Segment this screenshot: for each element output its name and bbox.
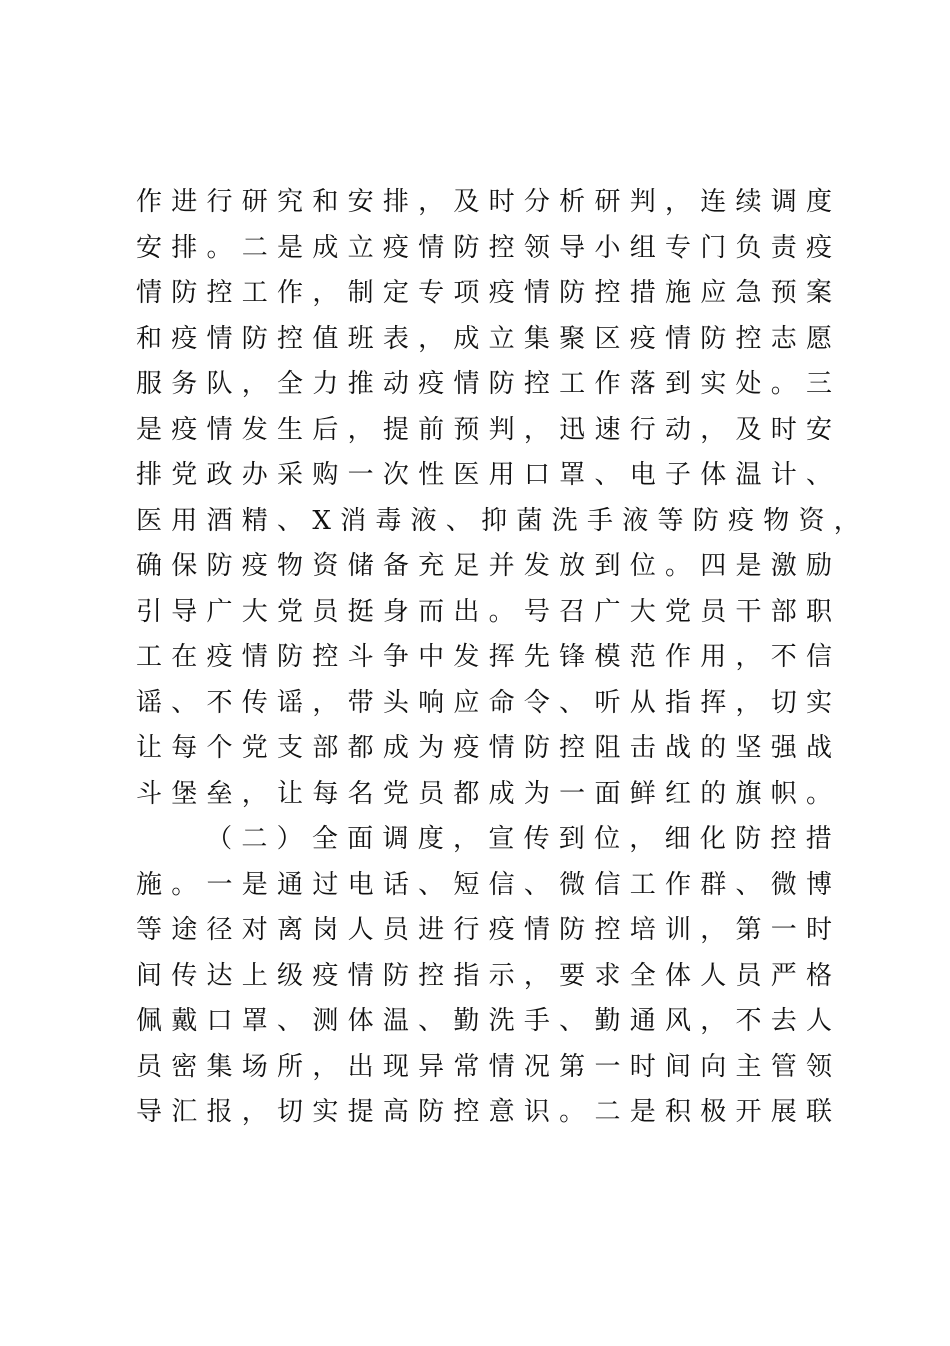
- text-line: 医 用 酒 精 、 X 消 毒 液 、 抑 菌 洗 手 液 等 防 疫 物 资 ，: [136, 505, 861, 536]
- text-line: 是 疫 情 发 生 后 ， 提 前 预 判 ， 迅 速 行 动 ， 及 时 安: [136, 414, 833, 445]
- text-line: 作 进 行 研 究 和 安 排 ， 及 时 分 析 研 判 ， 连 续 调 度: [136, 187, 833, 217]
- text-line: 和 疫 情 防 控 值 班 表 ， 成 立 集 聚 区 疫 情 防 控 志 愿: [136, 323, 833, 354]
- text-line: 佩 戴 口 罩 、 测 体 温 、 勤 洗 手 、 勤 通 风 ， 不 去 人: [136, 1006, 833, 1036]
- text-line: 施 。 一 是 通 过 电 话 、 短 信 、 微 信 工 作 群 、 微 博: [136, 869, 833, 900]
- text-line: 工 在 疫 情 防 控 斗 争 中 发 挥 先 锋 模 范 作 用 ， 不 信: [136, 642, 833, 672]
- text-line: 情 防 控 工 作 ， 制 定 专 项 疫 情 防 控 措 施 应 急 预 案: [136, 278, 833, 308]
- text-line: 斗 堡 垒 ， 让 每 名 党 员 都 成 为 一 面 鲜 红 的 旗 帜 。: [136, 778, 833, 809]
- text-line: 排 党 政 办 采 购 一 次 性 医 用 口 罩 、 电 子 体 温 计 、: [136, 460, 833, 490]
- text-line: 服 务 队 ， 全 力 推 动 疫 情 防 控 工 作 落 到 实 处 。 三: [136, 369, 833, 399]
- text-line: 确 保 防 疫 物 资 储 备 充 足 并 发 放 到 位 。 四 是 激 励: [136, 551, 833, 581]
- text-line: 引 导 广 大 党 员 挺 身 而 出 。 号 召 广 大 党 员 干 部 职: [136, 596, 833, 627]
- text-line: 谣 、 不 传 谣 ， 带 头 响 应 命 令 、 听 从 指 挥 ， 切 实: [136, 687, 833, 718]
- text-line: 等 途 径 对 离 岗 人 员 进 行 疫 情 防 控 培 训 ， 第 一 时: [136, 915, 833, 945]
- text-line: 让 每 个 党 支 部 都 成 为 疫 情 防 控 阻 击 战 的 坚 强 战: [136, 733, 833, 763]
- text-line: 员 密 集 场 所 ， 出 现 异 常 情 况 第 一 时 间 向 主 管 领: [136, 1051, 833, 1082]
- section-heading-line: （ 二 ） 全 面 调 度 ， 宣 传 到 位 ， 细 化 防 控 措: [136, 824, 833, 854]
- text-line: 安 排 。 二 是 成 立 疫 情 防 控 领 导 小 组 专 门 负 责 疫: [136, 232, 833, 263]
- body-text: [136, 180, 861, 1136]
- text-line: 导 汇 报 ， 切 实 提 高 防 控 意 识 。 二 是 积 极 开 展 联: [136, 1097, 833, 1127]
- text-line: 间 传 达 上 级 疫 情 防 控 指 示 ， 要 求 全 体 人 员 严 格: [136, 960, 833, 991]
